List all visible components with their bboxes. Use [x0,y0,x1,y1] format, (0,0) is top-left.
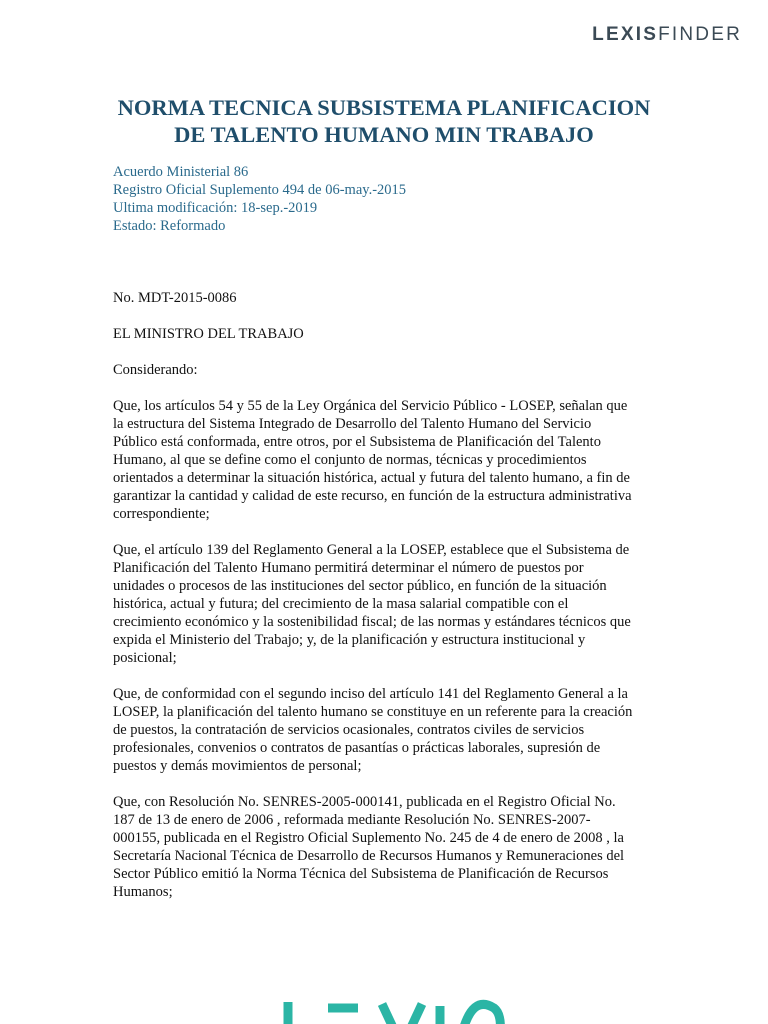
paragraph-2 [113,541,658,667]
minister-heading: EL MINISTRO DEL TRABAJO [113,326,304,342]
text-line: unidades o procesos de las instituciones del sector público, en función de la situación [113,578,607,594]
text-line: Humanos; [113,884,173,900]
text-line: expida el Ministerio del Trabajo; y, de la planificación y estructura institucional y [113,632,586,648]
text-line: Planificación del Talento Humano permitirá determinar el número de puestos por [113,560,584,576]
document-title [60,94,708,148]
text-line: orientados a determinar la situación histórica, actual y futura del talento humano, a fin de [113,470,630,486]
title-line-1: NORMA TECNICA SUBSISTEMA PLANIFICACION [117,95,651,120]
text-line: garantizar la cantidad y calidad de este recurso, en función de la estructura administrativa [113,488,632,504]
meta-estado: Estado: Reformado [113,218,226,234]
document-metadata [113,163,406,235]
considerando-heading: Considerando: [113,362,198,378]
paragraph-4 [113,793,658,901]
text-line: de puestos, la contratación de servicios ocasionales, contratos civiles de servicios [113,722,585,738]
text-line: Que, el artículo 139 del Reglamento General a la LOSEP, establece que el Subsistema de [113,542,630,558]
text-line: Que, de conformidad con el segundo inciso del artículo 141 del Reglamento General a la [113,686,628,702]
text-line: crecimiento económico y la sostenibilidad fiscal; de las normas y estándares técnicos que [113,614,631,630]
text-line: 187 de 13 de enero de 2006 , reformada mediante Resolución No. SENRES-2007- [113,812,591,828]
meta-acuerdo: Acuerdo Ministerial 86 [113,164,249,180]
paragraph-3 [113,685,658,775]
brand-strong: LEXIS [592,24,659,45]
text-line: correspondiente; [113,506,210,522]
text-line: Que, con Resolución No. SENRES-2005-000141, publicada en el Registro Oficial No. [113,794,616,810]
paragraph-1 [113,397,658,523]
text-line: la estructura del Sistema Integrado de Desarrollo del Talento Humano del Servicio [113,416,592,432]
text-line: puestos y demás movimientos de personal; [113,758,362,774]
document-body [113,289,658,919]
text-line: histórica, actual y futura; del crecimiento de la masa salarial compatible con el [113,596,569,612]
text-line: Público está conformada, entre otros, por el Subsistema de Planificación del Talento [113,434,601,450]
text-line: Que, los artículos 54 y 55 de la Ley Orgánica del Servicio Público - LOSEP, señalan que [113,398,628,414]
meta-modificacion: Ultima modificación: 18-sep.-2019 [113,200,318,216]
text-line: Sector Público emitió la Norma Técnica del Subsistema de Planificación de Recursos [113,866,609,882]
text-line: posicional; [113,650,177,666]
text-line: profesionales, convenios o contratos de pasantías o prácticas laborales, supresión de [113,740,601,756]
lexisfinder-logo [592,24,742,46]
document-number: No. MDT-2015-0086 [113,290,237,306]
text-line: LOSEP, la planificación del talento humano se constituye en un referente para la creación [113,704,633,720]
text-line: Humano, al que se define como el conjunto de normas, técnicas y procedimientos [113,452,587,468]
brand-light: FINDER [658,24,742,45]
text-line: Secretaría Nacional Técnica de Desarrollo de Recursos Humanos y Remuneraciones del [113,848,625,864]
lexis-watermark-logo-icon [262,994,522,1024]
title-line-2: DE TALENTO HUMANO MIN TRABAJO [174,122,594,147]
meta-registro: Registro Oficial Suplemento 494 de 06-may.-2015 [113,182,407,198]
text-line: 000155, publicada en el Registro Oficial Suplemento No. 245 de 4 de enero de 2008 , la [113,830,624,846]
